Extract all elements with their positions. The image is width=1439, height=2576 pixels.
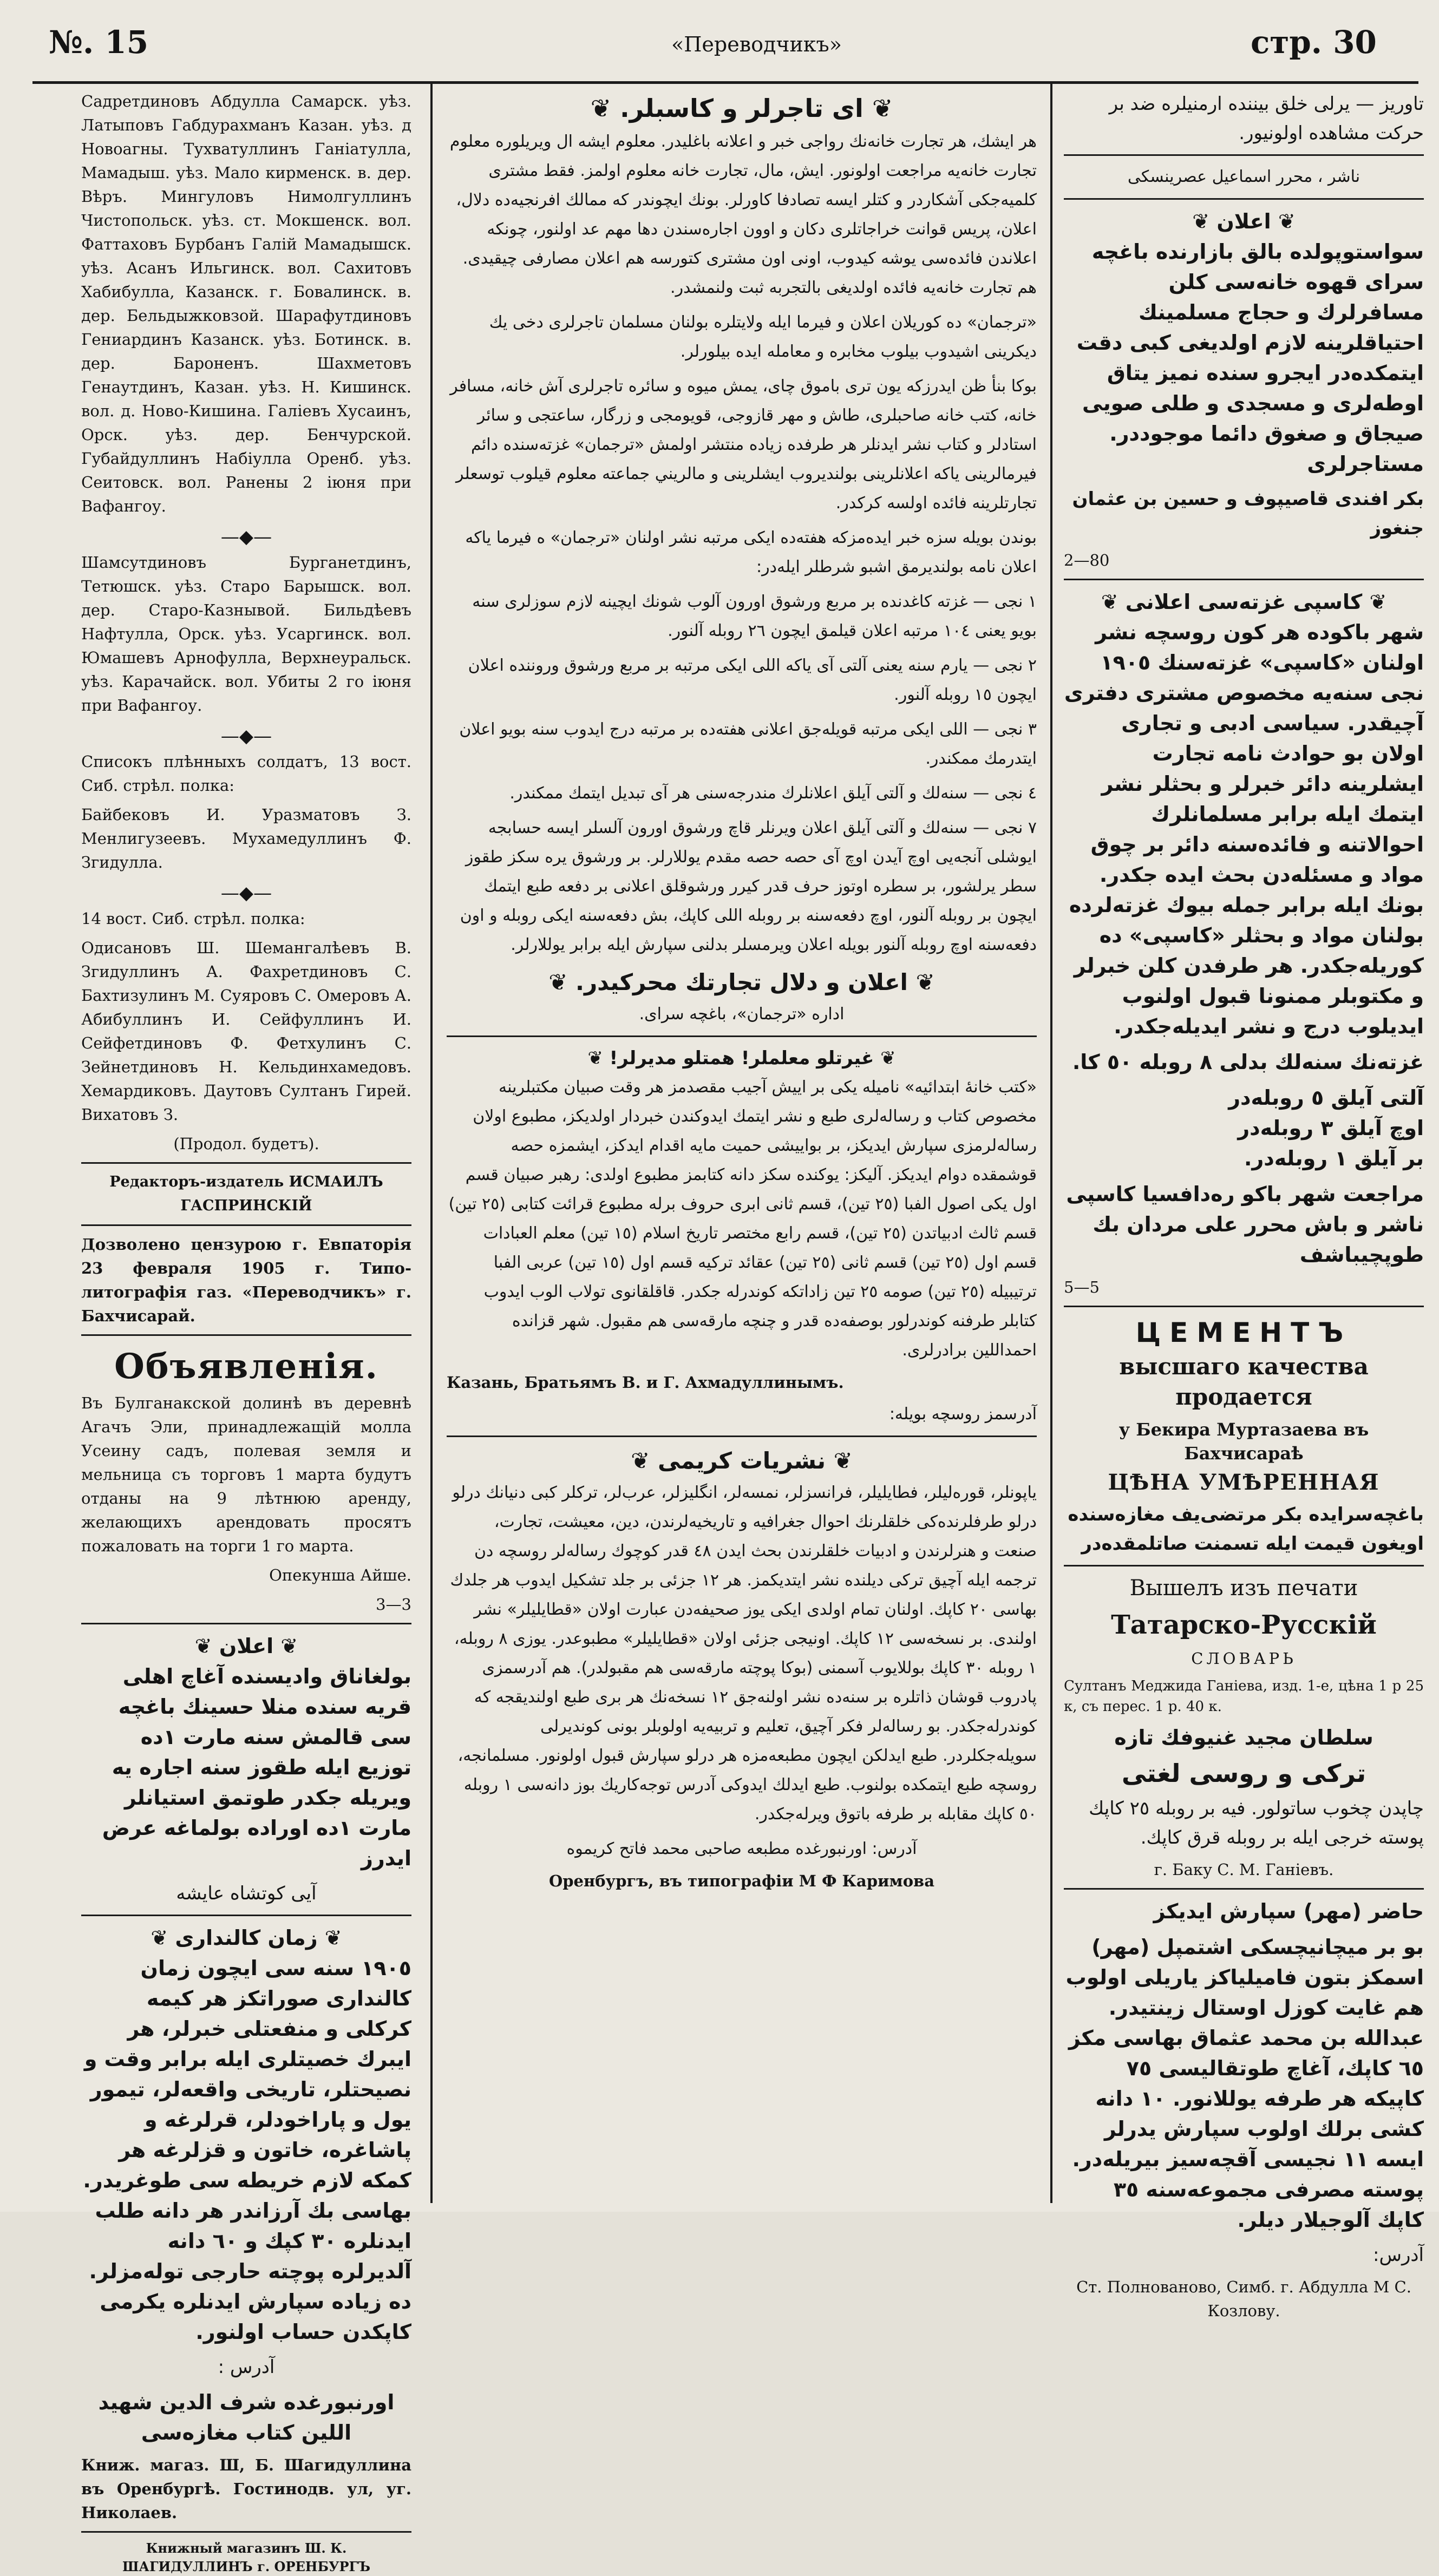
merchants-para-2: «ترجمان» ده كوریلان اعلان و فیرما ایله ولایتلره بولنان مسلمان تاجرلری دخی یك دیكرینی اشیدوب بیلوب مخابره و معامله ایده بیلورلر. xyxy=(489,313,1037,361)
merchants-heading-text: ای تاجرلر و كاسبلر. xyxy=(620,94,864,123)
condition-2: ٢ نجی — یارم سنه یعنی آلتی آی یاكه اللی ایكی مرتبه بر مربع ورشوق وروننده اعلان ایچون ١٥ روبله آلنور. xyxy=(468,656,1037,704)
cement-seller: у Бекира Муртазаева въ Бахчисараѣ xyxy=(1119,1419,1369,1464)
publisher-sign: ناشر ، محرر اسماعیل عصرینسکی xyxy=(1127,167,1360,186)
top-rule xyxy=(32,81,1418,84)
divider xyxy=(81,1915,411,1916)
divider xyxy=(81,1224,411,1226)
calendar-address-label: آدرس : xyxy=(218,2356,275,2378)
calendar-heading: ❦ زمان كالنداری ❦ xyxy=(151,1926,342,1950)
condition-4: ٤ نجی — سنه‌لك و آلتی آیلق اعلانلرك مندرجه‌سنی هر آی تبدیل ایتمك ممكندر. xyxy=(509,784,1037,803)
continued-note: (Продол. будетъ). xyxy=(173,1135,319,1153)
regiment-list: Одисановъ Ш. Шемангалѣевъ В. Згидуллинъ А. Фахретдиновъ С. Бахтизулинъ М. Суяровъ С. Омеровъ А. Абибуллинъ И. Сейфуллинъ И. Сейфетдиновъ Ф. Фетхулинъ С. Зейнетдиновъ Н. Кельдинхамедовъ. Хемардиковъ. Даутовъ Султанъ Гирей. Вихатовъ З. xyxy=(81,939,411,1124)
slogan-heading-text: اعلان و دلال تجارتك محركیدر. xyxy=(575,969,908,995)
divider xyxy=(81,1623,411,1624)
publications-text: یاپونلر، قوره‌لیلر، فطایلیلر، فرانسزلر، نمسه‌لر، انگلیزلر، عرب‌لر، تركلر كبی دنیانك درلو درلو طرفلرنده‌كی خلقلرنك احوال جغرافیه و تاریخیه‌لرندن، دین، معیشت، تجارت، صنعت و هنرلرندن و ادبیات خلقلرندن بحث ایدن ٤٨ قدر كوچوك رساله‌لر روسچه دن ترجمه ایله آچیق تركی دیلنده نشر ایتدیكمز. هر ١٢ جزئی بر جلد تشكیل ایدوب هر جلدك بهاسی ٢٠ كاپك. اولنان تمام اولدی ایكی یوز صحیفه‌دن عبارت اولان «قطایلیلر» نشر اولندی. بر نسخه‌سی ١٢ كاپك. اونیجی جزئی اولان «قطایلیلر» مطبوعدر. یوزی ٨ روبله، ١ روبله ٣٠ كاپك بوللایوب آسمنی (بوكا پوچته مارقه‌سی هم مقبولدر). هم آدرسمزی پادروب قوشان ذاتلره بر سنه‌ده نشر اولنه‌جق ١٢ نسخه‌نك هر بری طبع اولندیقجه كه كوندرله‌جكدر. بو رساله‌لر فكر آچیق، تعلیم و تربیه‌یه اولوبلر بونی كوندیرلی سویله‌جكلردر. طبع ایدلكن ایچون مطبعه‌مزه هر درلو سپارش قبول اولونور. مسلمانجه، روسچه طبع ایتمكده بولنوب. طبع ایدلك ایدوكی آدرس توجه‌كاریك بوز دانه‌سی ١ روبله ٥٠ كاپك مقابله بر طرفه باتوق ویرله‌جكدر. xyxy=(450,1483,1037,1824)
sevastopol-number: 2—80 xyxy=(1064,551,1110,569)
divider xyxy=(1064,579,1424,580)
orchard-ad: Въ Булганакской долинѣ въ деревнѣ Агачъ Эли, принадлежащій молла Усеину садъ, полевая земля и мельница съ торговъ 1 марта будутъ отданы на 9 лѣтнюю аренду, желающихъ арендовать просятъ пожаловать на торги 1 го марта. xyxy=(81,1394,411,1555)
kaspi-heading-text: كاسپی غزته‌سی اعلانی xyxy=(1125,590,1363,614)
column-right xyxy=(1064,89,1424,2320)
seal-text: بو بر میچانیچسكی اشتمپل (مهر) اسمكز بتون فامیلیاكز یاریلی اولوب هم غایت كوزل اوستال زینتیدر. عبدالله بن محمد عثماق بهاسی مكز ٦٥ كاپك، آغاچ طوتقالیسی ٧٥ كاپیكه هر طرفه یوللانور. ١٠ دانه كشی برلك اولوب سپارش یدرلر ایسه ١١ نجیسی آقچه‌سیز بیریله‌در. پوسته مصرفی مجموعه‌سنه ٣٥ كاپك آلوجیلار دیلر. xyxy=(1065,1935,1424,2232)
ilan-sign: آیی كوتشاه عایشه xyxy=(176,1883,317,1904)
calendar-address: اورنبورغده شرف الدین شهید اللین كتاب مغازه‌سی xyxy=(98,2390,395,2444)
seal-heading: حاضر (مهر) سپارش ایدیكز xyxy=(1153,1899,1424,1923)
ornament-divider: —◆— xyxy=(220,526,272,548)
divider xyxy=(1064,1306,1424,1307)
cement-ot: باغچه‌سرایده بكر مرتضی‌یف مغازه‌سنده اویغون قیمت ایله تسمنت صاتلمقده‌در xyxy=(1068,1504,1424,1555)
orchard-ad-sign: Опекунша Айше. xyxy=(269,1566,411,1584)
kaspi-heading: ❦ كاسپی غزته‌سی اعلانی ❦ xyxy=(1101,590,1387,614)
column-middle xyxy=(447,89,1037,2200)
divider xyxy=(1064,1565,1424,1566)
bookshop-stamp: Книжный магазинъ Ш. К. ШАГИДУЛЛИНЪ г. ОРЕНБУРГЪ xyxy=(122,2540,371,2574)
censor-note: Дозволено цензурою г. Евпаторія 23 февраля 1905 г. Типо-литографія газ. «Переводчикъ» г. Бахчисарай. xyxy=(81,1235,411,1325)
kaspi-price-3m: اوچ آیلق ٣ روبله‌در xyxy=(1238,1116,1424,1140)
ads-heading: Объявленія. xyxy=(114,1346,378,1387)
divider xyxy=(1064,154,1424,156)
kaspi-price-6m: آلتی آیلق ٥ روبله‌در xyxy=(1228,1086,1424,1110)
merchants-heading: ❦ ای تاجرلر و كاسبلر. ❦ xyxy=(590,94,893,123)
divider xyxy=(81,2531,411,2533)
ornament-divider: —◆— xyxy=(220,882,272,904)
condition-7: ٧ نجی — سنه‌لك و آلتی آیلق اعلان ویرنلر قاچ ورشوق اورون آلسلر ایسه حسابجه ایوشلی آنجه‌یی اوچ آیدن اوچ آی حصه حصه مقدم یوللارلر. بر ورشوق یره سكز طقوز سطر یرلشور، بر سطره اوتوز حرف قدر كیرر ورشوقلق اعلانی بر دفعه طبع ایتمك ایچون بر روبله آلنور، اوچ دفعه‌سنه بر روبله اللی كاپك، بش دفعه‌سنه ایكی روبله و اون دفعه‌سنه اوچ روبله آلنور بویله اعلان ویرمسلر بدلنی سپارش ایله برابر یوللارلر. xyxy=(460,818,1037,954)
ilan-heading-text: اعلان xyxy=(219,1634,274,1658)
ornament-divider: —◆— xyxy=(220,725,272,747)
calendar-heading-text: زمان كالنداری xyxy=(175,1926,318,1950)
office-address: اداره «ترجمان»، باغچه سرای. xyxy=(639,1005,845,1024)
publications-heading-text: نشریات كریمی xyxy=(658,1447,826,1474)
tabriz-news: تاوریز — یرلی خلق بیننده ارمنیلره ضد بر حرکت مشاهده اولونیور. xyxy=(1109,93,1424,144)
dictionary-ot-author: سلطان مجید غنیوفك تازه xyxy=(1114,1726,1373,1749)
kaspi-price-head: غزته‌نك سنه‌لك بدلی ٨ روبله ٥٠ كا. xyxy=(1072,1050,1424,1074)
seal-address: Ст. Полнованово, Симб. г. Абдулла М С. Козлову. xyxy=(1076,2278,1411,2320)
prisoner-list: Байбековъ И. Уразматовъ З. Менлигузеевъ. Мухамедуллинъ Ф. Згидулла. xyxy=(81,805,411,871)
casualty-list-2: Шамсутдиновъ Бурганетдинъ, Тетюшск. уѣз. Старо Барышск. вол. дер. Старо-Казнывой. Бильдѣевъ Нафтулла, Орск. уѣз. Усаргинск. вол. Юмашевъ Арнофулла, Верхнеуральск. уѣз. Карачайск. вол. Убиты 2 го іюня при Вафангоу. xyxy=(81,553,411,715)
paper-title: «Переводчикъ» xyxy=(671,32,842,56)
merchants-para-3: بوكا بنأ ظن ایدرزكه یون تری باموق چای، یمش میوه و سائره تاجرلری آش خانه، مسافر خانه، كتب خانه صاحبلری، طاش و مهر قازوجی، قویومجی و زرگار، ساعتجی و سائر استادلر و كتاب نشر ایدنلر هر طرفده زیاده منتشر اولمش «ترجمان» غزته‌سنده دائم فیرمالرینی یاكه اعلانلرینی بولندیروب ایشلرینی و مالریني جماعته معلوم قیلوب توسعلر تجارتلرینه فائده اولسه كركدر. xyxy=(450,377,1037,513)
orchard-ad-number: 3—3 xyxy=(376,1595,411,1614)
sevastopol-heading-text: اعلان xyxy=(1216,209,1271,233)
cement-price: ЦѢНА УМѢРЕННАЯ xyxy=(1108,1470,1380,1495)
divider xyxy=(1064,198,1424,200)
regiment-list-heading: 14 вост. Сиб. стрѣл. полка: xyxy=(81,909,305,928)
divider xyxy=(81,1162,411,1164)
kaspi-contact: مراجعت شهر باكو ره‌دافسیا كاسپی ناشر و باش محرر علی مردان بك طوپچیباشف xyxy=(1066,1182,1424,1267)
column-rule-1 xyxy=(430,81,433,2203)
divider xyxy=(447,1436,1037,1437)
cement-subtitle: высшаго качества продается xyxy=(1119,1353,1369,1410)
dictionary-subtitle: СЛОВАРЬ xyxy=(1191,1649,1297,1668)
teachers-text: «كتب خانهٔ ابتدائیه» نامیله یكی بر اییش آجیب مقصدمز هر وقت صبیان مكتبلرینه مخصوص كتاب و رساله‌لری طبع و نشر ایتمك ایدوكندن خبردار اولدیكز، مطبوع اولان رساله‌لرمزی سپارش ایدیكز، بر بواییشی حمیت مایه اقدام ایدكز، ایشمزه حصه قوشمقده دوام ایدیكز. آلیكز: یوكنده سكز دانه كتابمز مطبوع اولدی: رهبر صبیان قسم اول یكی اصول الفبا (٢٥ تین)، قسم ثانی ابری حروف برله مطبوع قرائت كتابی (٢٥ تین) قسم ثالث ادبیاتدن (٢٥ تین)، قسم رابع مختصر تاریخ اسلام (١٥ تین) معلم العبادات قسم اول (٢٥ تین) قسم ثانی (٢٥ تین) عقائد تركیه قسم اول (١٥ تین) عربی الفبا ترتیبیله (٢٥ تین) صومه ٢٥ تین زاداتكه كوندرله جكدر. قاقلقانوی تولاب الوب ایدوب كتابلر طرفنه كوندرلور بوصفه‌ده قدر و چنچه مارقه‌سی هم مقبول. شهر قزانده احمداللین برادرلری. xyxy=(448,1078,1037,1360)
kaspi-text: شهر باكوده هر كون روسچه نشر اولنان «كاسپی» غزته‌سنك ١٩٠٥ نجی سنه‌یه مخصوص مشتری دفتری آچیقدر. سیاسی ادبی و تجاری اولان بو حوادث نامه تجارت ایشلرینه دائر خبرلر و بحثلر نشر ایتمك ایله برابر مسلمانلرك احوالاتنه و فائده‌سنه دائر بر چوق مواد و مسئله‌دن بحث ایده جكدر. بونك ایله برابر جمله بیوك غزته‌لرده بولنان مواد و بحثلر «كاسپی» ده كوریله‌جكدر. هر طرفدن كلن خبرلر و مكتوبلر ممنونا قبول اولنوب ایدیلوب درج و نشر ایدیله‌جكدر. xyxy=(1064,620,1424,1038)
casualty-list-1: Садретдиновъ Абдулла Самарск. уѣз. Латыповъ Габдурахманъ Казан. уѣз. д Новоагны. Тухватуллинъ Ганіатулла, Мамадыш. уѣз. Мало кирменск. в. дер. Вѣръ. Мингуловъ Нимолгуллинъ Чистопольск. уѣз. ст. Мокшенск. вол. Фаттаховъ Бурбанъ Галій Мамадышск. уѣз. Асанъ Ильгинск. вол. Сахитовъ Хабибулла, Казанск. г. Бовалинск. в. дер. Бельдыжковзой. Шарафутдиновъ Гениардинъ Казанск. уѣз. Ботинск. в. дер. Бароненъ. Шахметовъ Генаутдинъ, Казан. уѣз. Н. Кишинск. вол. д. Ново-Кишина. Галіевъ Хусаинъ, Орск. уѣз. дер. Бенчурской. Губайдуллинъ Набіулла Оренб. уѣз. Сеитовск. вол. Ранены 2 іюня при Вафангоу. xyxy=(81,92,411,515)
teachers-heading-text: غیرتلو معلملر! همتلو مدیرلر! xyxy=(609,1047,874,1069)
teachers-heading: ❦ غیرتلو معلملر! همتلو مدیرلر! ❦ xyxy=(587,1047,896,1069)
press-imprint: Оренбургъ, въ типографіи М Ф Каримова xyxy=(548,1872,934,1890)
publications-address: آدرس: اورنبورغده مطبعه صاحبی محمد فاتح كریموه xyxy=(566,1839,917,1858)
dictionary-ot-title: تركی و روسی لغتی xyxy=(1121,1759,1366,1788)
masthead xyxy=(0,0,1439,81)
divider xyxy=(81,1334,411,1336)
divider xyxy=(1064,1888,1424,1890)
slogan-heading: ❦ اعلان و دلال تجارتك محركیدر. ❦ xyxy=(548,969,935,995)
column-left xyxy=(81,89,411,2574)
prisoner-list-heading: Списокъ плѣнныхъ солдатъ, 13 вост. Сиб. стрѣл. полка: xyxy=(81,752,411,795)
dictionary-address: г. Баку С. М. Ганіевъ. xyxy=(1154,1860,1334,1879)
kaspi-price-1m: بر آیلق ١ روبله‌در. xyxy=(1244,1146,1424,1170)
editor-line: Редакторъ-издатель ИСМАИЛЪ ГАСПРИНСКІЙ xyxy=(109,1174,383,1214)
dictionary-head: Вышелъ изъ печати xyxy=(1129,1576,1358,1601)
sevastopol-text: سواستوپولده بالق بازارنده باغچه سرای قهوه خانه‌سی كلن مسافرلرك و حجاج مسلمینك احتیاقلرینه لازم اولدیغی كبی دقت ایتمكده‌در ایجرو سنده نمیز یتاق اوطه‌لری و مسجدی و طلی صویی صیجاق و صغوق دائما موجوددر. مستاجرلری xyxy=(1076,240,1424,476)
teachers-address-ru: Казань, Братьямъ В. и Г. Ахмадуллинымъ. xyxy=(447,1373,844,1392)
bookshop-address: Книж. магаз. Ш, Б. Шагидуллина въ Оренбургѣ. Гостинодв. ул, уг. Николаев. xyxy=(81,2456,411,2522)
condition-1: ١ نجی — غزته كاغدنده بر مربع ورشوق اورون آلوب شونك ایچینه لازم سوزلری سنه بویو یعنی ١٠٤ مرتبه اعلان قیلمق ایچون ٢٦ روبله آلنور. xyxy=(472,592,1037,640)
dictionary-title: Татарско-Русскій xyxy=(1111,1610,1377,1640)
condition-3: ٣ نجی — اللی ایكی مرتبه قویله‌جق اعلانی هفته‌ده بر مرتبه درج ایدوب سنه بویو اعلان ایتدرمك ممكندر. xyxy=(459,720,1037,768)
ilan-heading: ❦ اعلان ❦ xyxy=(194,1634,298,1658)
page-number: стр. 30 xyxy=(1251,24,1377,61)
dictionary-info: Султанъ Меджида Ганіева, изд. 1-е, цѣна 1 р 25 к, съ перес. 1 р. 40 к. xyxy=(1064,1678,1424,1715)
dictionary-ot-text: چاپدن چخوب ساتولور. فیه بر روبله ٢٥ كاپك پوسته خرجی ایله بر روبله قرق كاپك. xyxy=(1089,1798,1424,1849)
calendar-text: ١٩٠٥ سنه سی ایچون زمان كالنداری صوراتكز هر كیمه كركلی و منفعتلی خبرلر، هر ایبرك خصیتلری ایله برابر وقت و نصیحتلر، تاریخی واقعه‌لر، تیمور یول و پاراخودلر، قرلرغه و پاشاغره، خاتون و قزلرغه هر كمكه لازم خریطه سی طوغریدر. بهاسی بك آرزاندر هر دانه طلب ایدنلره ٣٠ كپك و ٦٠ دانه آلدیرلره پوچته حارجی توله‌مزلر. ده زیاده سپارش ایدنلره یكرمی كاپكدن حساب اولنور. xyxy=(83,1956,411,2344)
teachers-address-label: آدرسمز روسچه بویله: xyxy=(889,1405,1037,1424)
merchants-para-4: بوندن بویله سزه خبر ایده‌مزكه هفته‌ده ایكی مرتبه نشر اولنان «ترجمان» ه فیرما یاكه اعلان نامه بولندیرمق اشبو شرطلر ایله‌در: xyxy=(465,528,1037,576)
column-rule-2 xyxy=(1050,81,1052,2203)
sevastopol-sign: بكر افندی قاصیپوف و حسین بن عثمان جنغوز xyxy=(1072,488,1424,539)
sevastopol-heading: ❦ اعلان ❦ xyxy=(1192,209,1296,233)
issue-number: №. 15 xyxy=(49,24,149,61)
kaspi-number: 5—5 xyxy=(1064,1278,1100,1296)
seal-address-label: آدرس: xyxy=(1373,2244,1424,2266)
cement-heading: ЦЕМЕНТЪ xyxy=(1135,1317,1352,1348)
divider xyxy=(447,1035,1037,1037)
publications-heading: ❦ نشریات كریمی ❦ xyxy=(631,1447,853,1474)
ilan-text: بولغاناق وادیسنده آغاچ اهلی قریه سنده منلا حسینك باغچه سی قالمش سنه مارت ١ده توزیع ایله طقوز سنه اجاره یه ویریله جكدر طوتمق استیانلر مارت ١ده اوراده بولماغه عرض ایدرز xyxy=(102,1664,411,1870)
merchants-para-1: هر ایشك، هر تجارت خانه‌نك رواجی خبر و اعلانه باغلیدر. معلوم ایشه ال ویریلوره معلوم تجارت خانه‌یه مراجعت اولونور. ایش، مال، تجارت خانه معلوم اولمز. فقط مشتری كلمیه‌جكی آشكاردر و كتلر ایسه تصادفا كاورلر. بونك ایچوندر كه ممالك افرنجیه‌ده دلال، اعلان، پریس قوانت خراجاتلری دكان و اوون اجاره‌سندن دها مهم عد اولنور، چونكه اعلاندن فائده‌سی یوشه كیدوب، اونی اون مشتری كتورسه هم اعلان مصارفی چیقیدی. هم تجارت خانه‌یه فائده اولدیغی بالتجربه ثبت ولنمشدر. xyxy=(449,132,1037,297)
